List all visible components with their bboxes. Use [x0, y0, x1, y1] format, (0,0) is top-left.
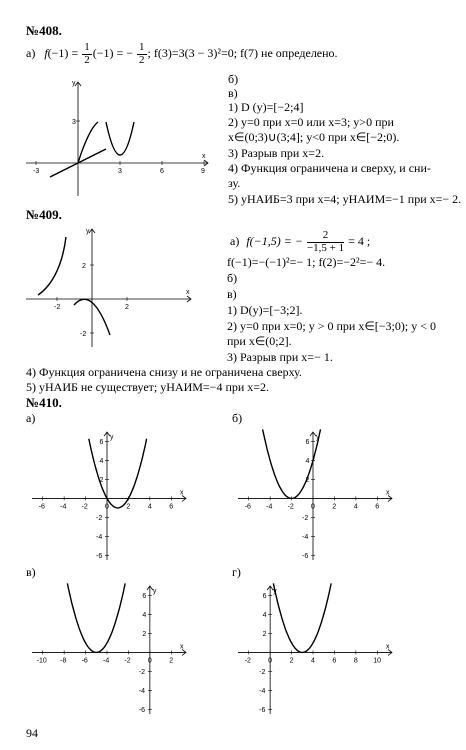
- y-axis-label: y: [86, 228, 90, 235]
- p408-v3: 3) Разрыв при x=2.: [228, 146, 325, 160]
- tick-label: 2: [125, 304, 129, 311]
- p409-v4: 4) Функция ограничена снизу и не ограничена сверху.: [26, 365, 302, 379]
- y-axis-label: y: [273, 588, 277, 595]
- y-tick-label: 6: [262, 593, 267, 601]
- graph-410-b: [232, 430, 392, 560]
- fraction-half: $\frac{1}{2}$: [84, 41, 90, 66]
- p408-v2b: x∈(0;3)∪(3;4]; y<0 при x∈[−2;0).: [228, 130, 400, 144]
- y-tick-label: 6: [305, 439, 310, 447]
- y-tick-label: -4: [302, 533, 309, 541]
- y-tick-label: -2: [138, 668, 146, 676]
- y-tick-label: 2: [142, 630, 147, 638]
- page-number: 94: [26, 726, 38, 740]
- x-axis-label: x: [386, 489, 390, 497]
- y-tick-label: -6: [302, 552, 309, 560]
- problem-410-title: №410.: [26, 395, 62, 410]
- x-tick-label: 6: [332, 657, 337, 665]
- p409-line2: f(−1)=−(−1)²=− 1; f(2)=−2²=− 4.: [227, 255, 386, 269]
- y-tick-label: -6: [259, 706, 266, 714]
- p408-v-label: в): [228, 86, 238, 100]
- x-tick-label: -6: [38, 503, 45, 511]
- graph-409: [26, 225, 201, 350]
- problem-409-title: №409.: [26, 207, 62, 222]
- p409-b-label: б): [227, 271, 238, 285]
- y-tick-label: 4: [262, 612, 267, 620]
- y-tick-label: 6: [99, 439, 104, 447]
- p408-v4a: 4) Функция ограничена и сверху, и сни-: [228, 161, 431, 175]
- parabola-curve: [273, 583, 331, 652]
- x-tick-label: -2: [81, 503, 88, 511]
- y-axis-label: y: [316, 434, 320, 441]
- x-axis-label: x: [386, 643, 390, 651]
- x-tick-label: 8: [353, 657, 358, 665]
- parabola-curve: [67, 583, 125, 652]
- x-tick-label: 0: [147, 657, 152, 665]
- tick-label: 3: [118, 168, 122, 175]
- x-tick-label: -4: [103, 657, 110, 665]
- x-tick-label: -6: [244, 503, 251, 511]
- tick-label: 3: [72, 119, 76, 126]
- fraction-half-2: $\frac{1}{2}$: [139, 41, 145, 66]
- y-tick-label: 2: [262, 630, 267, 638]
- graph-410-a: [26, 430, 186, 560]
- problem-408-part-a: а) f(−1) = $\frac{1}{2}$ (−1) = − $\frac{1}{2}$ ; f(3)=3(3 − 3)²=0; f(7) не определено.: [26, 41, 338, 66]
- graph-label-c: в): [26, 565, 36, 579]
- x-tick-label: -6: [81, 657, 88, 665]
- parabola-curve: [89, 439, 147, 511]
- p408-v2a: 2) y=0 при x=0 или x=3; y>0 при: [228, 115, 394, 129]
- x-axis-label: x: [180, 489, 184, 497]
- problem-408-title: №408.: [26, 23, 62, 38]
- x-tick-label: -10: [36, 657, 47, 665]
- curve-left-branch: [78, 122, 98, 163]
- p409-v5: 5) yНАИБ не существует; yНАИМ=−4 при x=2.: [26, 380, 270, 394]
- part-a-tail: = 4 ;: [348, 233, 371, 248]
- p408-v5: 5) yНАИБ=3 при x=4; yНАИМ=−1 при x=− 2.: [228, 192, 462, 206]
- y-tick-label: 6: [142, 593, 147, 601]
- tick-label: 2: [82, 263, 86, 270]
- graph-label-b: б): [232, 411, 243, 425]
- y-tick-label: 4: [99, 458, 104, 466]
- y-tick-label: -6: [138, 706, 146, 714]
- x-tick-label: 4: [311, 657, 315, 665]
- graph-label-d: г): [232, 565, 241, 579]
- x-axis-label: x: [186, 289, 190, 296]
- y-tick-label: -2: [259, 668, 266, 676]
- y-tick-label: -4: [96, 533, 103, 541]
- y-tick-label: 2: [305, 476, 310, 484]
- x-tick-label: 10: [373, 657, 382, 665]
- y-axis-label: y: [72, 80, 76, 87]
- hyperbola-branch: [38, 237, 66, 295]
- tick-label: 9: [201, 168, 205, 175]
- x-tick-label: -2: [124, 657, 131, 665]
- x-tick-label: -2: [287, 503, 294, 511]
- fraction: $\frac{2}{-1,5 + 1}$: [306, 229, 345, 254]
- tick-label: -3: [33, 168, 40, 175]
- y-tick-label: 2: [99, 476, 104, 484]
- p409-v1: 1) D(y)=[−3;2].: [227, 303, 303, 317]
- part-a-tail: f(3)=3(3 − 3)²=0; f(7) не определено.: [153, 45, 338, 60]
- y-tick-label: -4: [259, 687, 266, 695]
- p409-v2a: 2) y=0 при x=0; y > 0 при x∈[−3;0); y < 0: [227, 319, 436, 333]
- x-tick-label: 2: [169, 657, 174, 665]
- part-a-label: а): [26, 45, 36, 60]
- x-axis-label: x: [202, 153, 206, 160]
- tick-label: -2: [80, 331, 87, 338]
- p409-v2b: при x∈(0;2].: [227, 334, 292, 348]
- graph-label-a: а): [26, 411, 36, 425]
- tick-label: -2: [54, 304, 61, 311]
- x-tick-label: 0: [105, 503, 109, 511]
- x-tick-label: -2: [244, 657, 251, 665]
- y-axis-label: y: [110, 434, 114, 441]
- p409-v3: 3) Разрыв при x=− 1.: [227, 350, 333, 364]
- x-tick-label: -4: [266, 503, 273, 511]
- x-tick-label: -8: [60, 657, 67, 665]
- p408-v1: 1) D (y)=[−2;4]: [228, 100, 304, 114]
- x-tick-label: 2: [332, 503, 337, 511]
- problem-409-part-a: [230, 230, 370, 254]
- x-tick-label: 2: [126, 503, 131, 511]
- x-tick-label: 0: [268, 657, 273, 665]
- y-tick-label: 4: [305, 458, 310, 466]
- x-tick-label: 6: [169, 503, 174, 511]
- graph-408: [26, 78, 216, 198]
- p408-b-label: б): [228, 72, 239, 86]
- x-tick-label: 6: [375, 503, 380, 511]
- parabola-branch: [106, 122, 134, 155]
- y-tick-label: -2: [96, 514, 103, 522]
- y-tick-label: -6: [96, 552, 103, 560]
- x-tick-label: 2: [289, 657, 294, 665]
- parabola-curve: [263, 429, 321, 498]
- x-tick-label: -4: [60, 503, 67, 511]
- part-a-head: f(−1,5) = −: [246, 233, 303, 248]
- graph-410-d: [232, 584, 392, 714]
- x-tick-label: 4: [353, 503, 358, 511]
- y-axis-label: y: [152, 588, 157, 595]
- p409-v-label: в): [227, 287, 237, 301]
- graph-410-c: [26, 584, 186, 714]
- x-tick-label: 4: [147, 503, 152, 511]
- p408-v4b: зу.: [228, 176, 241, 190]
- tick-label: 6: [160, 168, 164, 175]
- x-tick-label: 0: [311, 503, 315, 511]
- part-a-label: а): [230, 233, 240, 248]
- y-tick-label: -4: [138, 687, 146, 695]
- y-tick-label: 4: [142, 612, 147, 620]
- x-axis-label: x: [180, 643, 184, 651]
- y-tick-label: -2: [302, 514, 309, 522]
